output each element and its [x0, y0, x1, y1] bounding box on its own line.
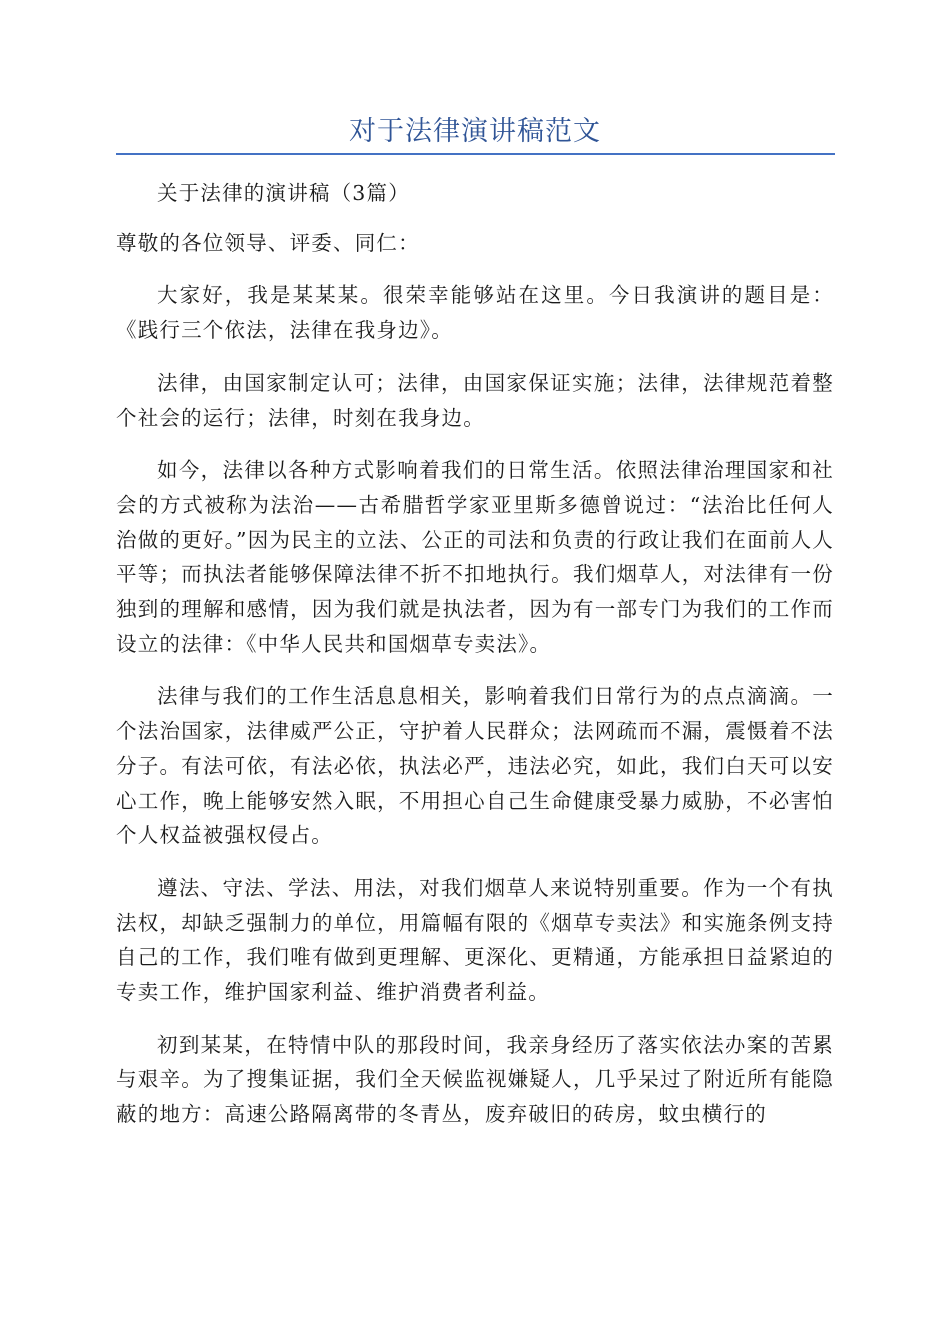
salutation-paragraph: 尊敬的各位领导、评委、同仁： [116, 230, 420, 255]
body-paragraph: 初到某某，在特情中队的那段时间，我亲身经历了落实依法办案的苦累与艰辛。为了搜集证据，我们全天候监视嫌疑人，几乎呆过了附近所有能隐蔽的地方：高速公路隔离带的冬青丛，废弃破旧的砖房，蚊虫横行的 [116, 1032, 834, 1127]
subtitle-paragraph: 关于法律的演讲稿（3篇） [157, 181, 410, 205]
body-paragraph: 如今，法律以各种方式影响着我们的日常生活。依照法律治理国家和社会的方式被称为法治——古希腊哲学家亚里斯多德曾说过：“法治比任何人治做的更好。”因为民主的立法、公正的司法和负责的行政让我们在面前人人平等；而执法者能够保障法律不折不扣地执行。我们烟草人，对法律有一份独到的理解和感情，因为我们就是执法者，因为有一部专门为我们的工作而设立的法律：《中华人民共和国烟草专卖法》。 [116, 458, 834, 656]
body-paragraph: 遵法、守法、学法、用法，对我们烟草人来说特别重要。作为一个有执法权，却缺乏强制力的单位，用篇幅有限的《烟草专卖法》和实施条例支持自己的工作，我们唯有做到更理解、更深化、更精通，方能承担日益紧迫的专卖工作，维护国家利益、维护消费者利益。 [116, 875, 834, 1005]
title-underline [116, 153, 835, 155]
document-title: 对于法律演讲稿范文 [349, 116, 601, 147]
body-paragraph: 大家好，我是某某某。很荣幸能够站在这里。今日我演讲的题目是：《践行三个依法，法律在我身边》。 [116, 283, 834, 343]
body-paragraph: 法律与我们的工作生活息息相关，影响着我们日常行为的点点滴滴。一个法治国家，法律威严公正，守护着人民群众；法网疏而不漏，震慑着不法分子。有法可依，有法必依，执法必严，违法必究，如此，我们白天可以安心工作，晚上能够安然入眠，不用担心自己生命健康受暴力威胁，不必害怕个人权益被强权侵占。 [116, 684, 834, 848]
body-paragraph: 法律，由国家制定认可；法律，由国家保证实施；法律，法律规范着整个社会的运行；法律，时刻在我身边。 [116, 370, 834, 430]
document-body [116, 176, 834, 1150]
